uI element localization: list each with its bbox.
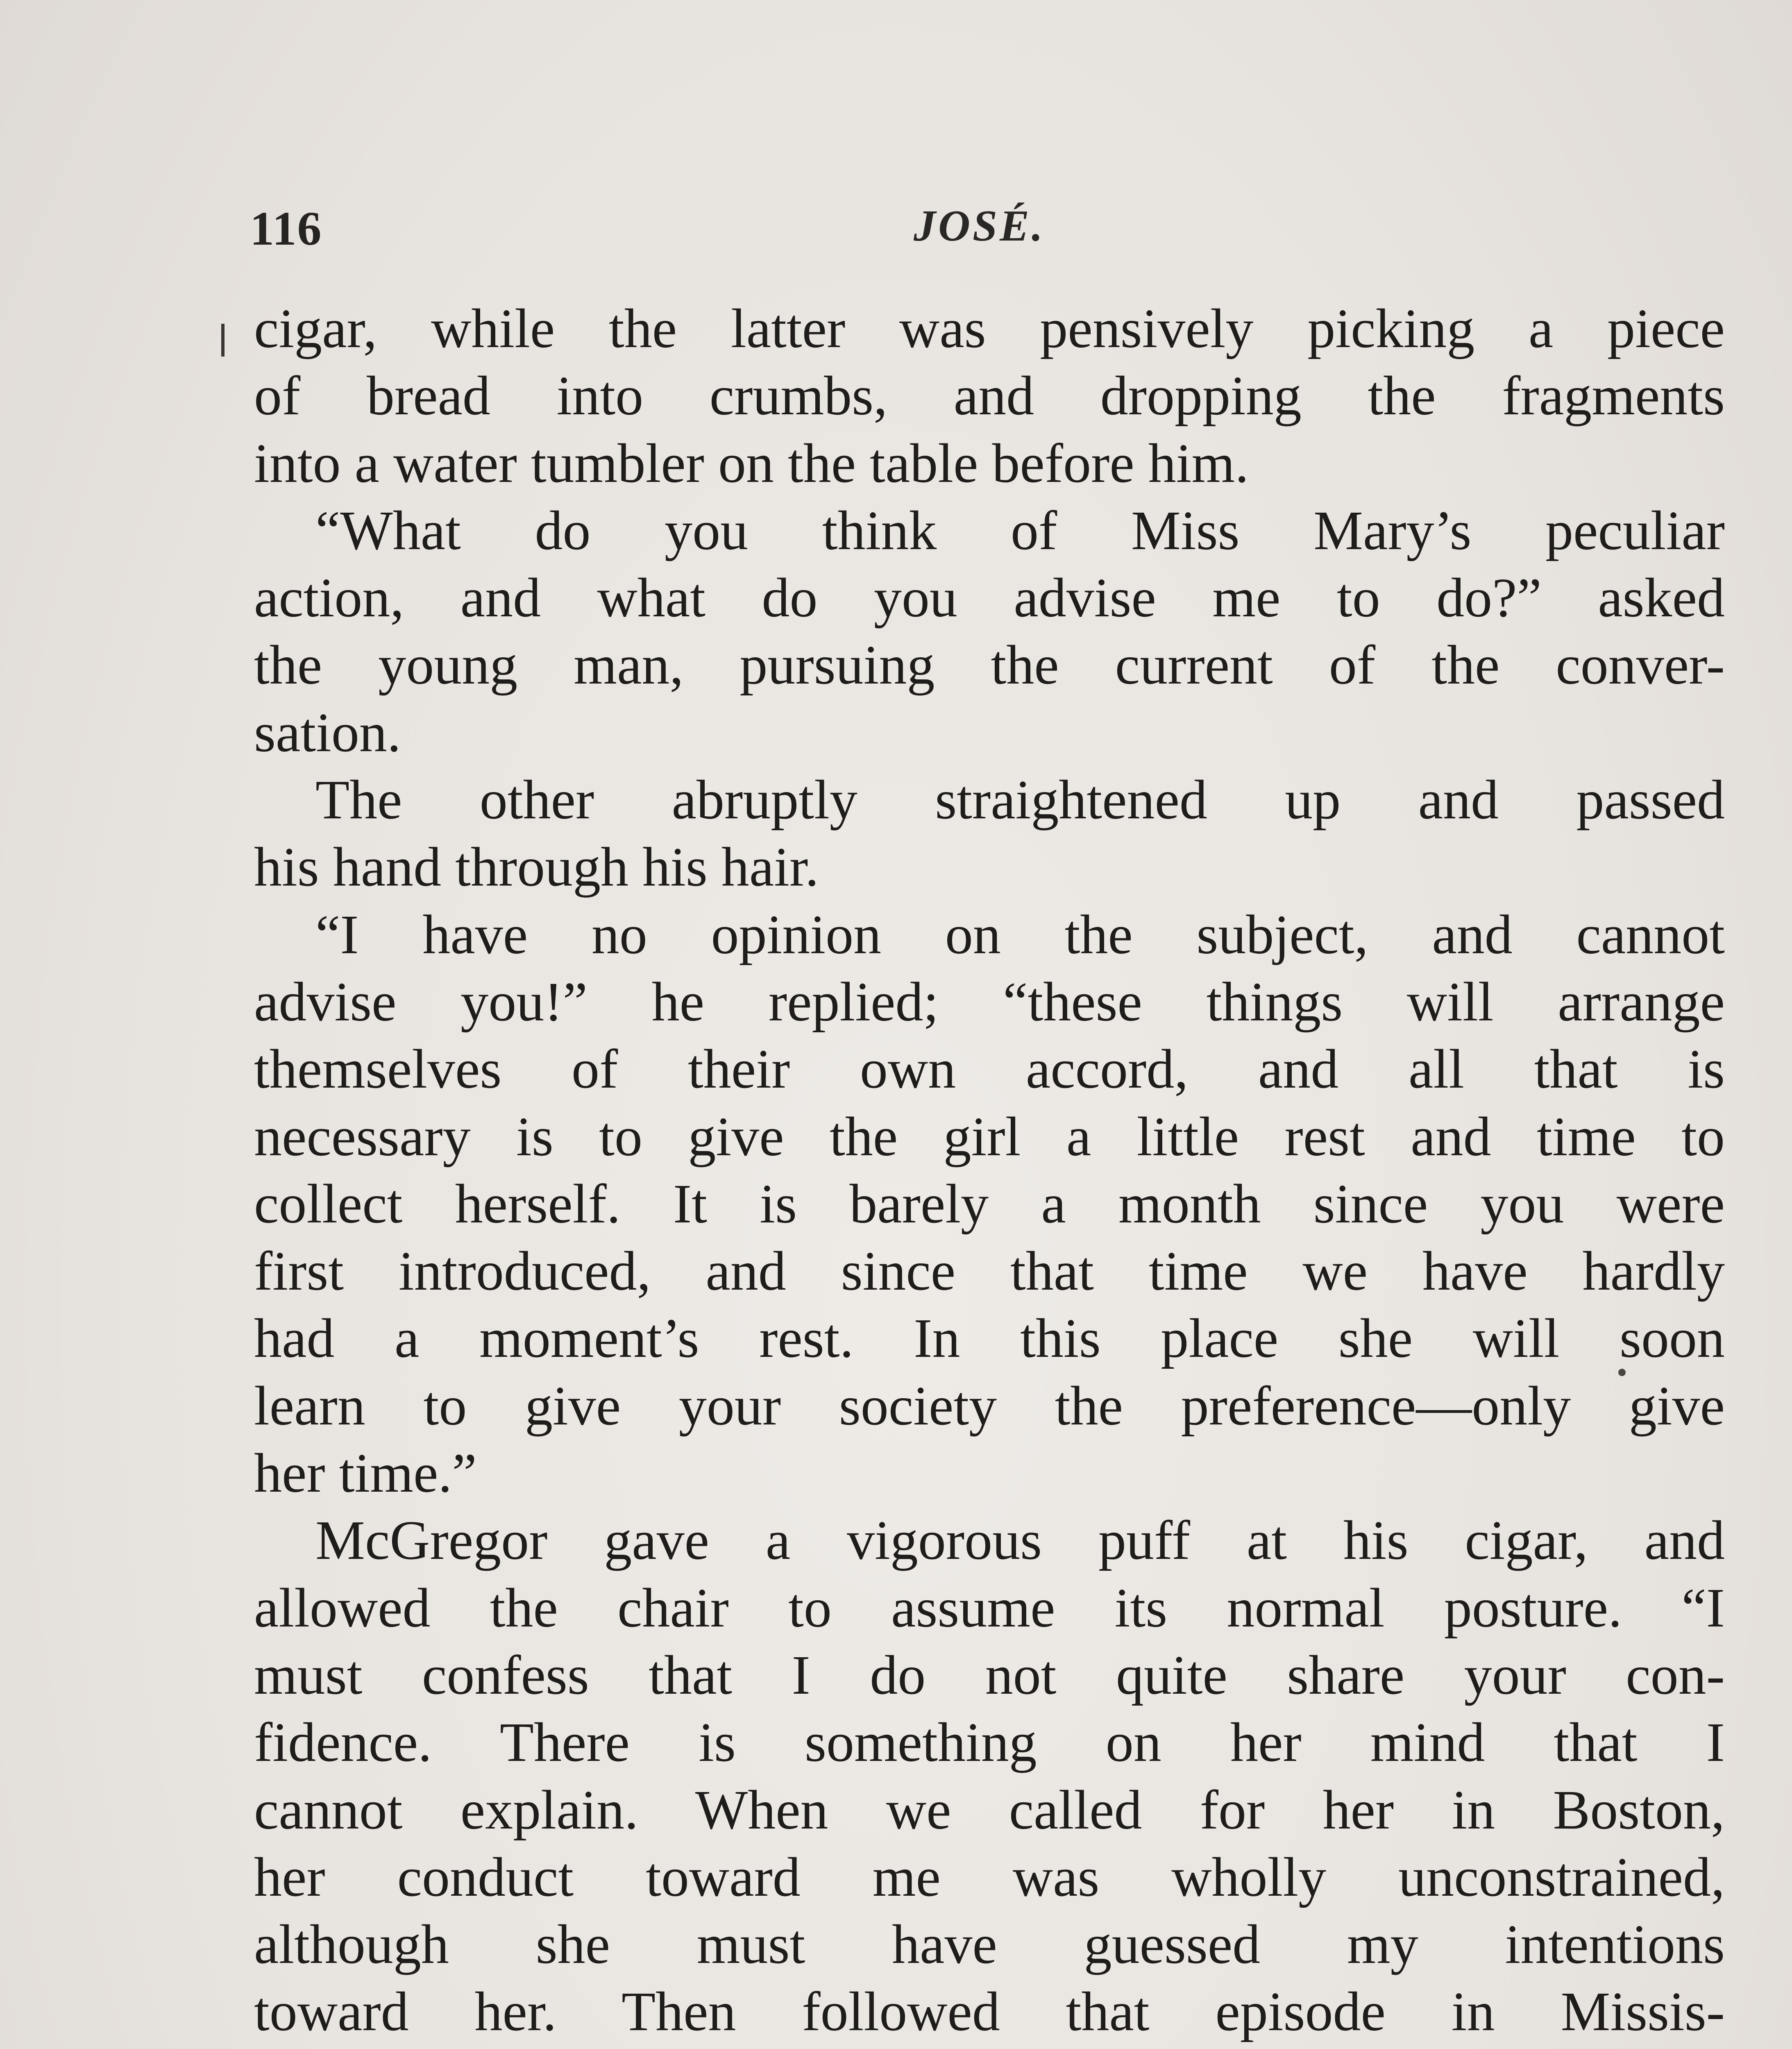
text-line: fidence. There is something on her mind that I xyxy=(254,1712,1725,1774)
text-line: necessary is to give the girl a little rest and time to xyxy=(254,1106,1725,1168)
page-number: 116 xyxy=(250,202,322,255)
text-line: cannot explain. When we called for her in Boston, xyxy=(254,1779,1725,1841)
body-text xyxy=(254,295,1725,2049)
text-line: “What do you think of Miss Mary’s peculiar xyxy=(315,500,1725,561)
text-line: learn to give your society the preference—only give xyxy=(254,1375,1725,1437)
text-line: themselves of their own accord, and all that is xyxy=(254,1038,1725,1100)
text-line: sation. xyxy=(254,702,401,763)
text-line: The other abruptly straightened up and passed xyxy=(315,769,1725,831)
text-line: into a water tumbler on the table before him. xyxy=(254,432,1249,494)
text-line: must confess that I do not quite share your con- xyxy=(254,1644,1725,1706)
text-line: although she must have guessed my intentions xyxy=(254,1914,1725,1976)
text-line: his hand through his hair. xyxy=(254,836,819,898)
text-line: cigar, while the latter was pensively picking a piece xyxy=(254,298,1725,359)
text-line: toward her. Then followed that episode in Missis- xyxy=(254,1981,1725,2043)
text-line: McGregor gave a vigorous puff at his cigar, and xyxy=(315,1510,1725,1572)
text-line: action, and what do you advise me to do?” asked xyxy=(254,567,1725,629)
text-line: of bread into crumbs, and dropping the fragments xyxy=(254,365,1725,427)
text-line: her conduct toward me was wholly unconstrained, xyxy=(254,1846,1725,1908)
text-line: had a moment’s rest. In this place she will soon xyxy=(254,1308,1725,1370)
text-line: “I have no opinion on the subject, and cannot xyxy=(315,904,1725,965)
running-title: JOSÉ. xyxy=(914,202,1046,250)
text-line: the young man, pursuing the current of the conver- xyxy=(254,634,1725,696)
running-head xyxy=(250,201,1725,266)
text-line: advise you!” he replied; “these things will arrange xyxy=(254,971,1725,1033)
text-line xyxy=(254,2046,1725,2049)
text-line: allowed the chair to assume its normal posture. “I xyxy=(254,1577,1725,1639)
text-line: her time.” xyxy=(254,1442,477,1504)
margin-mark xyxy=(221,324,225,357)
text-line: first introduced, and since that time we have hardly xyxy=(254,1240,1725,1302)
text-line: collect herself. It is barely a month since you were xyxy=(254,1173,1725,1235)
